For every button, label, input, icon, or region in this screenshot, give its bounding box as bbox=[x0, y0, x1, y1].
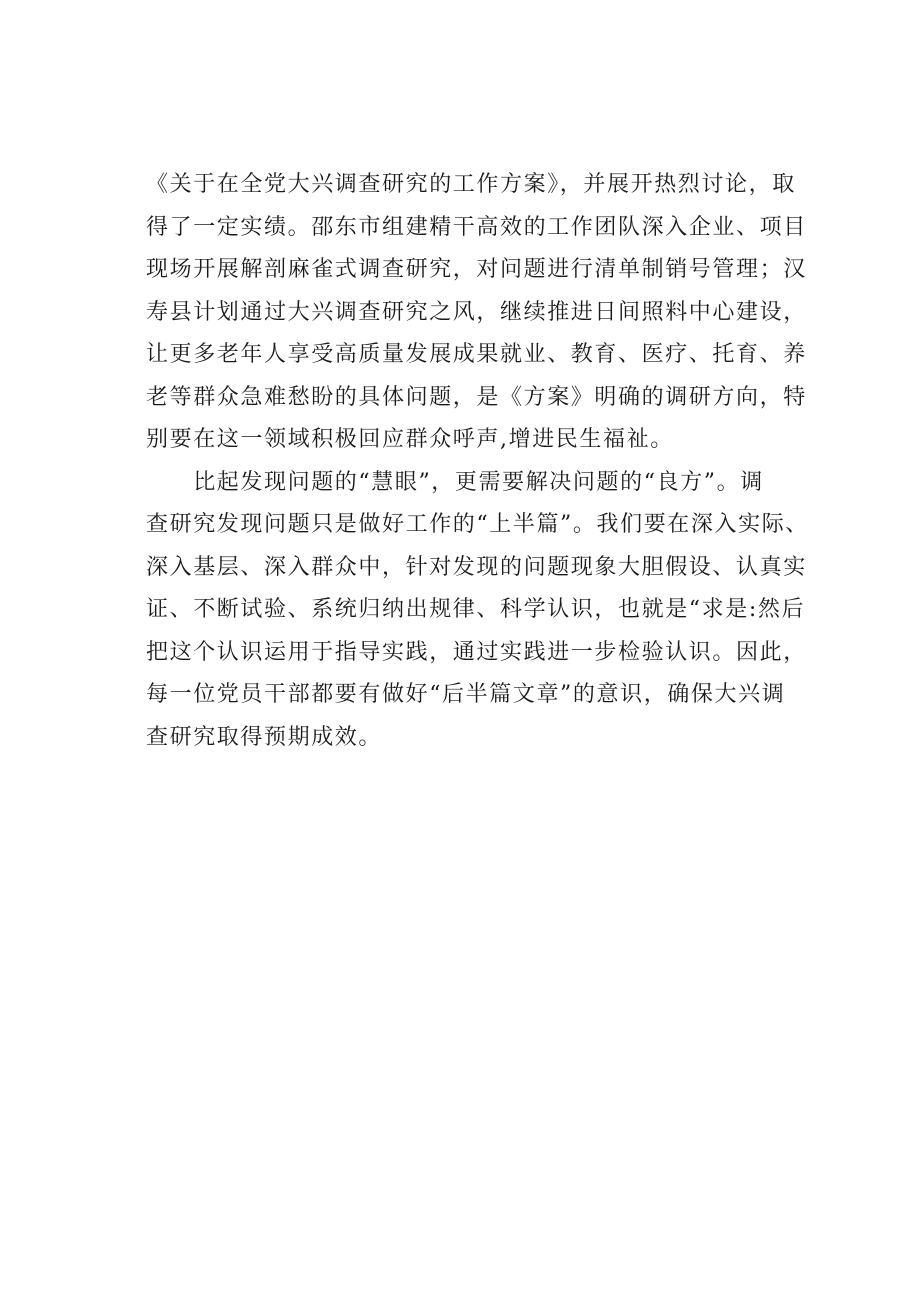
text-line: 寿县计划通过大兴调查研究之风，继续推进日间照料中心建设， bbox=[146, 299, 807, 325]
text-line: 让更多老年人享受高质量发展成果就业、教育、医疗、托育、养 bbox=[146, 342, 807, 367]
text-line: 比起发现问题的“慧眼”，更需要解决问题的“良方”。调 bbox=[146, 469, 764, 495]
text-line: 现场开展解剖麻雀式调查研究，对问题进行清单制销号管理；汉 bbox=[146, 257, 807, 282]
text-line: 查研究取得预期成效。 bbox=[146, 724, 383, 750]
text-line: 查研究发现问题只是做好工作的“上半篇”。我们要在深入实际、 bbox=[146, 512, 809, 537]
paragraph-2 bbox=[146, 462, 826, 760]
paragraph-1 bbox=[146, 164, 826, 462]
text-line: 把这个认识运用于指导实践，通过实践进一步检验认识。因此， bbox=[146, 639, 807, 665]
text-line: 《关于在全党大兴调查研究的工作方案》，并展开热烈讨论，取 bbox=[146, 172, 796, 197]
body-text bbox=[146, 164, 826, 759]
text-line: 别要在这一领域积极回应群众呼声,增进民生福祉。 bbox=[146, 427, 674, 452]
text-line: 老等群众急难愁盼的具体问题，是《方案》明确的调研方向，特 bbox=[146, 384, 807, 410]
text-line: 证、不断试验、系统归纳出规律、科学认识，也就是“求是:然后 bbox=[146, 597, 806, 622]
text-line: 每一位党员干部都要有做好“后半篇文章”的意识，确保大兴调 bbox=[146, 682, 786, 707]
text-line: 得了一定实绩。邵东市组建精干高效的工作团队深入企业、项目 bbox=[146, 214, 807, 240]
text-line: 深入基层、深入群众中，针对发现的问题现象大胆假设、认真实 bbox=[146, 554, 807, 580]
